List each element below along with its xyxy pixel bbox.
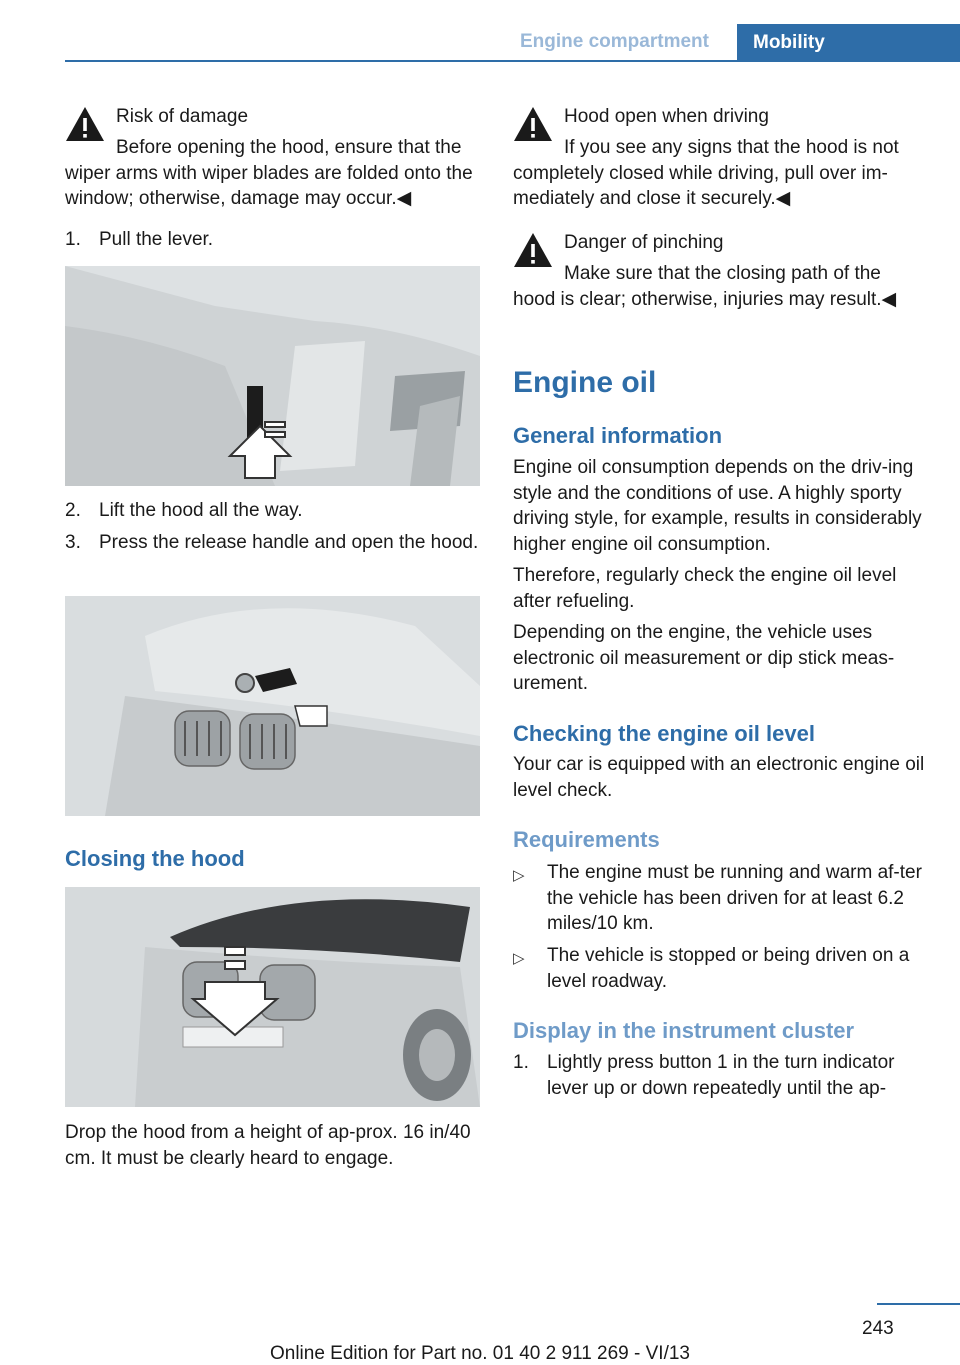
warning-title: Hood open when driving — [564, 106, 769, 127]
step-number: 2. — [65, 500, 81, 521]
section-title: Engine compartment — [520, 31, 709, 52]
requirement-text: The vehicle is stopped or being driven on a level roadway. — [547, 945, 910, 992]
list-item — [65, 498, 480, 524]
warning-risk-of-damage — [65, 104, 480, 212]
warning-icon — [513, 106, 553, 142]
general-information-heading: General information — [513, 423, 723, 448]
chapter-tab[interactable] — [737, 24, 960, 62]
step-text: Lift the hood all the way. — [99, 500, 303, 521]
edition-footer: Online Edition for Part no. 01 40 2 911 269 - VI/13 — [269, 1343, 691, 1364]
closing-hood-image — [65, 887, 480, 1107]
general-paragraph-1: Engine oil consumption depends on the driv‐ing style and the conditions of use. A highly sporty driving style, for example, results in considerably higher engine oil consumption. — [513, 457, 922, 555]
warning-title: Danger of pinching — [564, 232, 724, 253]
triangle-bullet-icon: ▷ — [513, 867, 525, 884]
requirements-heading: Requirements — [513, 827, 660, 852]
list-item — [513, 860, 928, 937]
header-rule — [65, 60, 960, 62]
warning-hood-open — [513, 104, 928, 212]
footer-rule — [877, 1303, 960, 1305]
step-number: 3. — [65, 532, 81, 553]
hood-release-lever-image — [65, 266, 480, 486]
warning-icon — [65, 106, 105, 142]
list-item — [513, 943, 928, 994]
list-item — [65, 530, 480, 556]
engine-oil-heading: Engine oil — [513, 366, 657, 399]
chapter-tab-label: Mobility — [753, 32, 825, 53]
closing-instructions: Drop the hood from a height of ap‐prox. 16 in/40 cm. It must be clearly heard to engage. — [65, 1122, 471, 1169]
checking-oil-text: Your car is equipped with an electronic engine oil level check. — [513, 754, 925, 801]
list-item — [513, 1050, 928, 1101]
warning-icon — [513, 232, 553, 268]
step-number: 1. — [513, 1052, 529, 1073]
hood-release-handle-image — [65, 596, 480, 816]
list-item — [65, 227, 480, 253]
step-text: Lightly press button 1 in the turn indicator lever up or down repeatedly until the ap‐ — [547, 1052, 895, 1099]
triangle-bullet-icon: ▷ — [513, 950, 525, 967]
warning-body: If you see any signs that the hood is not completely closed while driving, pull over im‐mediately and close it securely.◀ — [513, 137, 899, 209]
display-cluster-heading: Display in the instrument cluster — [513, 1018, 855, 1043]
requirement-text: The engine must be running and warm af‐ter the vehicle has been driven for at least 6.2 miles/10 km. — [547, 862, 922, 934]
checking-oil-heading: Checking the engine oil level — [513, 721, 815, 746]
warning-title: Risk of damage — [116, 106, 249, 127]
closing-hood-heading: Closing the hood — [65, 846, 245, 871]
step-number: 1. — [65, 229, 81, 250]
general-paragraph-2: Therefore, regularly check the engine oil level after refueling. — [513, 565, 897, 612]
step-text: Pull the lever. — [99, 229, 214, 250]
warning-body: Make sure that the closing path of the hood is clear; otherwise, injuries may result.◀ — [513, 263, 897, 310]
page-number: 243 — [862, 1318, 894, 1339]
warning-pinching — [513, 230, 928, 312]
general-paragraph-3: Depending on the engine, the vehicle uses electronic oil measurement or dip stick meas‐urement. — [513, 622, 895, 694]
step-text: Press the release handle and open the hood. — [99, 532, 479, 553]
warning-body: Before opening the hood, ensure that the wiper arms with wiper blades are folded onto the window; otherwise, damage may occur.◀ — [65, 137, 473, 209]
